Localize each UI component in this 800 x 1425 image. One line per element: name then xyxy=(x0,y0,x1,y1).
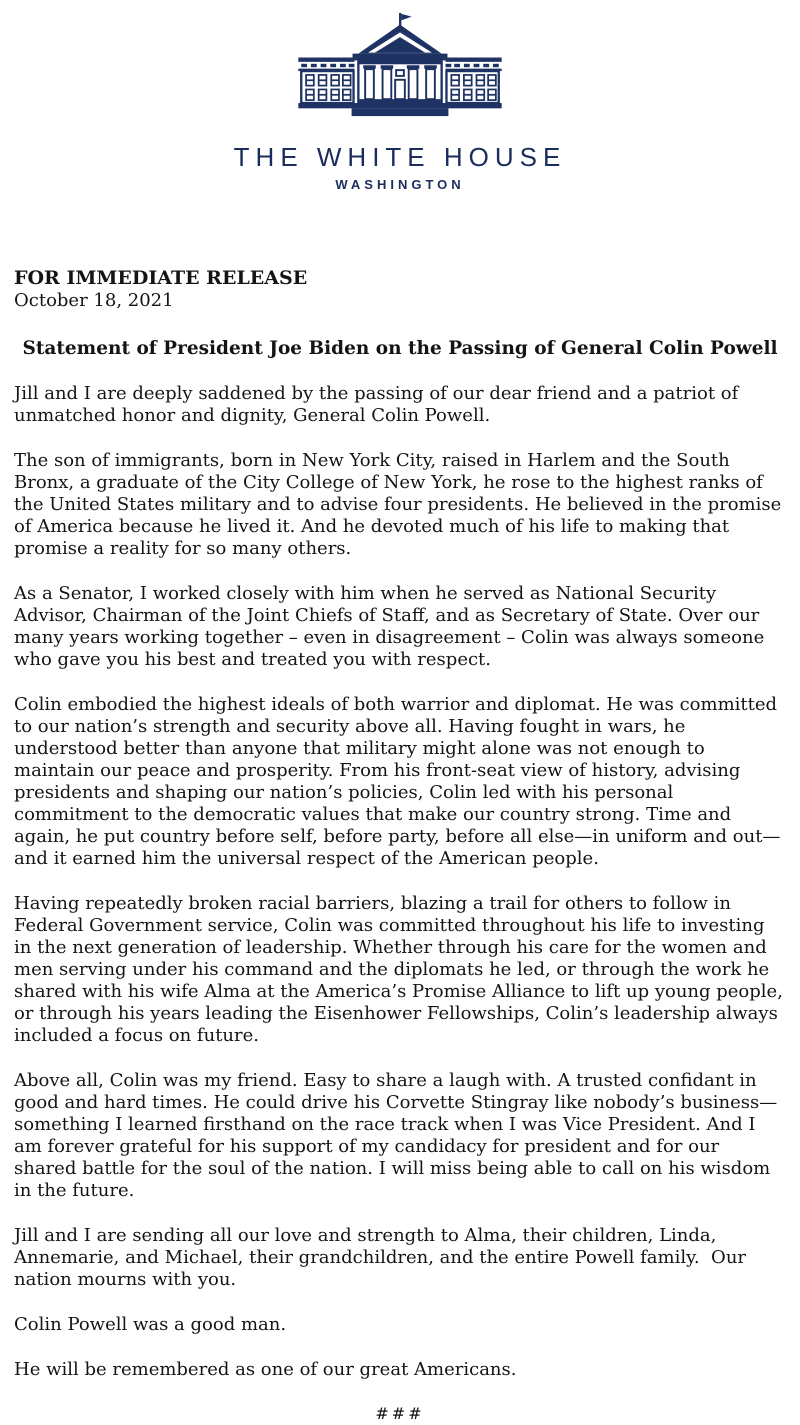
statement-paragraph-5: Having repeatedly broken racial barriers, blazing a trail for others to follow in Federal Government service, Colin was committed throughout his life to investing in the next generation of leadership. Whether through his care for the women and men serving under his command and the diplomats he led, or through the work he shared with his wife Alma at the America’s Promise Alliance to lift up young people, or through his years leading the Eisenhower Fellowships, Colin’s leadership always included a focus on future. xyxy=(14,893,789,1046)
statement-paragraph-9: He will be remembered as one of our great Americans. xyxy=(14,1359,517,1380)
document-header xyxy=(0,0,800,192)
wordmark-the-white-house: THE WHITE HOUSE xyxy=(233,142,567,172)
statement-paragraph-1: Jill and I are deeply saddened by the passing of our dear friend and a patriot of unmatched honor and dignity, General Colin Powell. xyxy=(14,383,745,426)
statement-paragraph-3: As a Senator, I worked closely with him when he served as National Security Advisor, Chairman of the Joint Chiefs of Staff, and as Secretary of State. Over our many years working together – even in disagreement – Colin was always someone who gave you his best and treated you with respect. xyxy=(14,583,770,670)
wordmark-washington: WASHINGTON xyxy=(335,177,465,192)
statement-paragraph-6: Above all, Colin was my friend. Easy to share a laugh with. A trusted confidant in good and hard times. He could drive his Corvette Stingray like nobody’s business—something I learned firsthand on the race track when I was Vice President. And I am forever grateful for his support of my candidacy for president and for our shared battle for the soul of the nation. I will miss being able to call on his wisdom in the future. xyxy=(14,1070,778,1201)
end-mark: ### xyxy=(375,1404,425,1423)
statement-paragraph-7: Jill and I are sending all our love and strength to Alma, their children, Linda, Annemarie, and Michael, their grandchildren, and the entire Powell family. Our nation mourns with you. xyxy=(14,1225,752,1290)
white-house-logo xyxy=(0,12,800,134)
statement-paragraph-4: Colin embodied the highest ideals of both warrior and diplomat. He was committed to our nation’s strength and security above all. Having fought in wars, he understood better than anyone that military might alone was not enough to maintain our peace and prosperity. From his front-seat view of history, advising presidents and shaping our nation’s policies, Colin led with his personal commitment to the democratic values that make our country strong. Time and again, he put country before self, before party, before all else—in uniform and out—and it earned him the universal respect of the American people. xyxy=(14,694,783,869)
release-label: FOR IMMEDIATE RELEASE xyxy=(14,267,308,289)
statement-paragraph-8: Colin Powell was a good man. xyxy=(14,1314,287,1335)
release-block xyxy=(14,266,786,312)
release-date: October 18, 2021 xyxy=(14,290,174,311)
document-body xyxy=(0,266,800,1425)
white-house-building-icon xyxy=(298,12,502,134)
statement-paragraph-2: The son of immigrants, born in New York City, raised in Harlem and the South Bronx, a graduate of the City College of New York, he rose to the highest ranks of the United States military and to advise four presidents. He believed in the promise of America because he lived it. And he devoted much of his life to making that promise a reality for so many others. xyxy=(14,450,787,559)
statement-title: Statement of President Joe Biden on the Passing of General Colin Powell xyxy=(22,338,778,359)
